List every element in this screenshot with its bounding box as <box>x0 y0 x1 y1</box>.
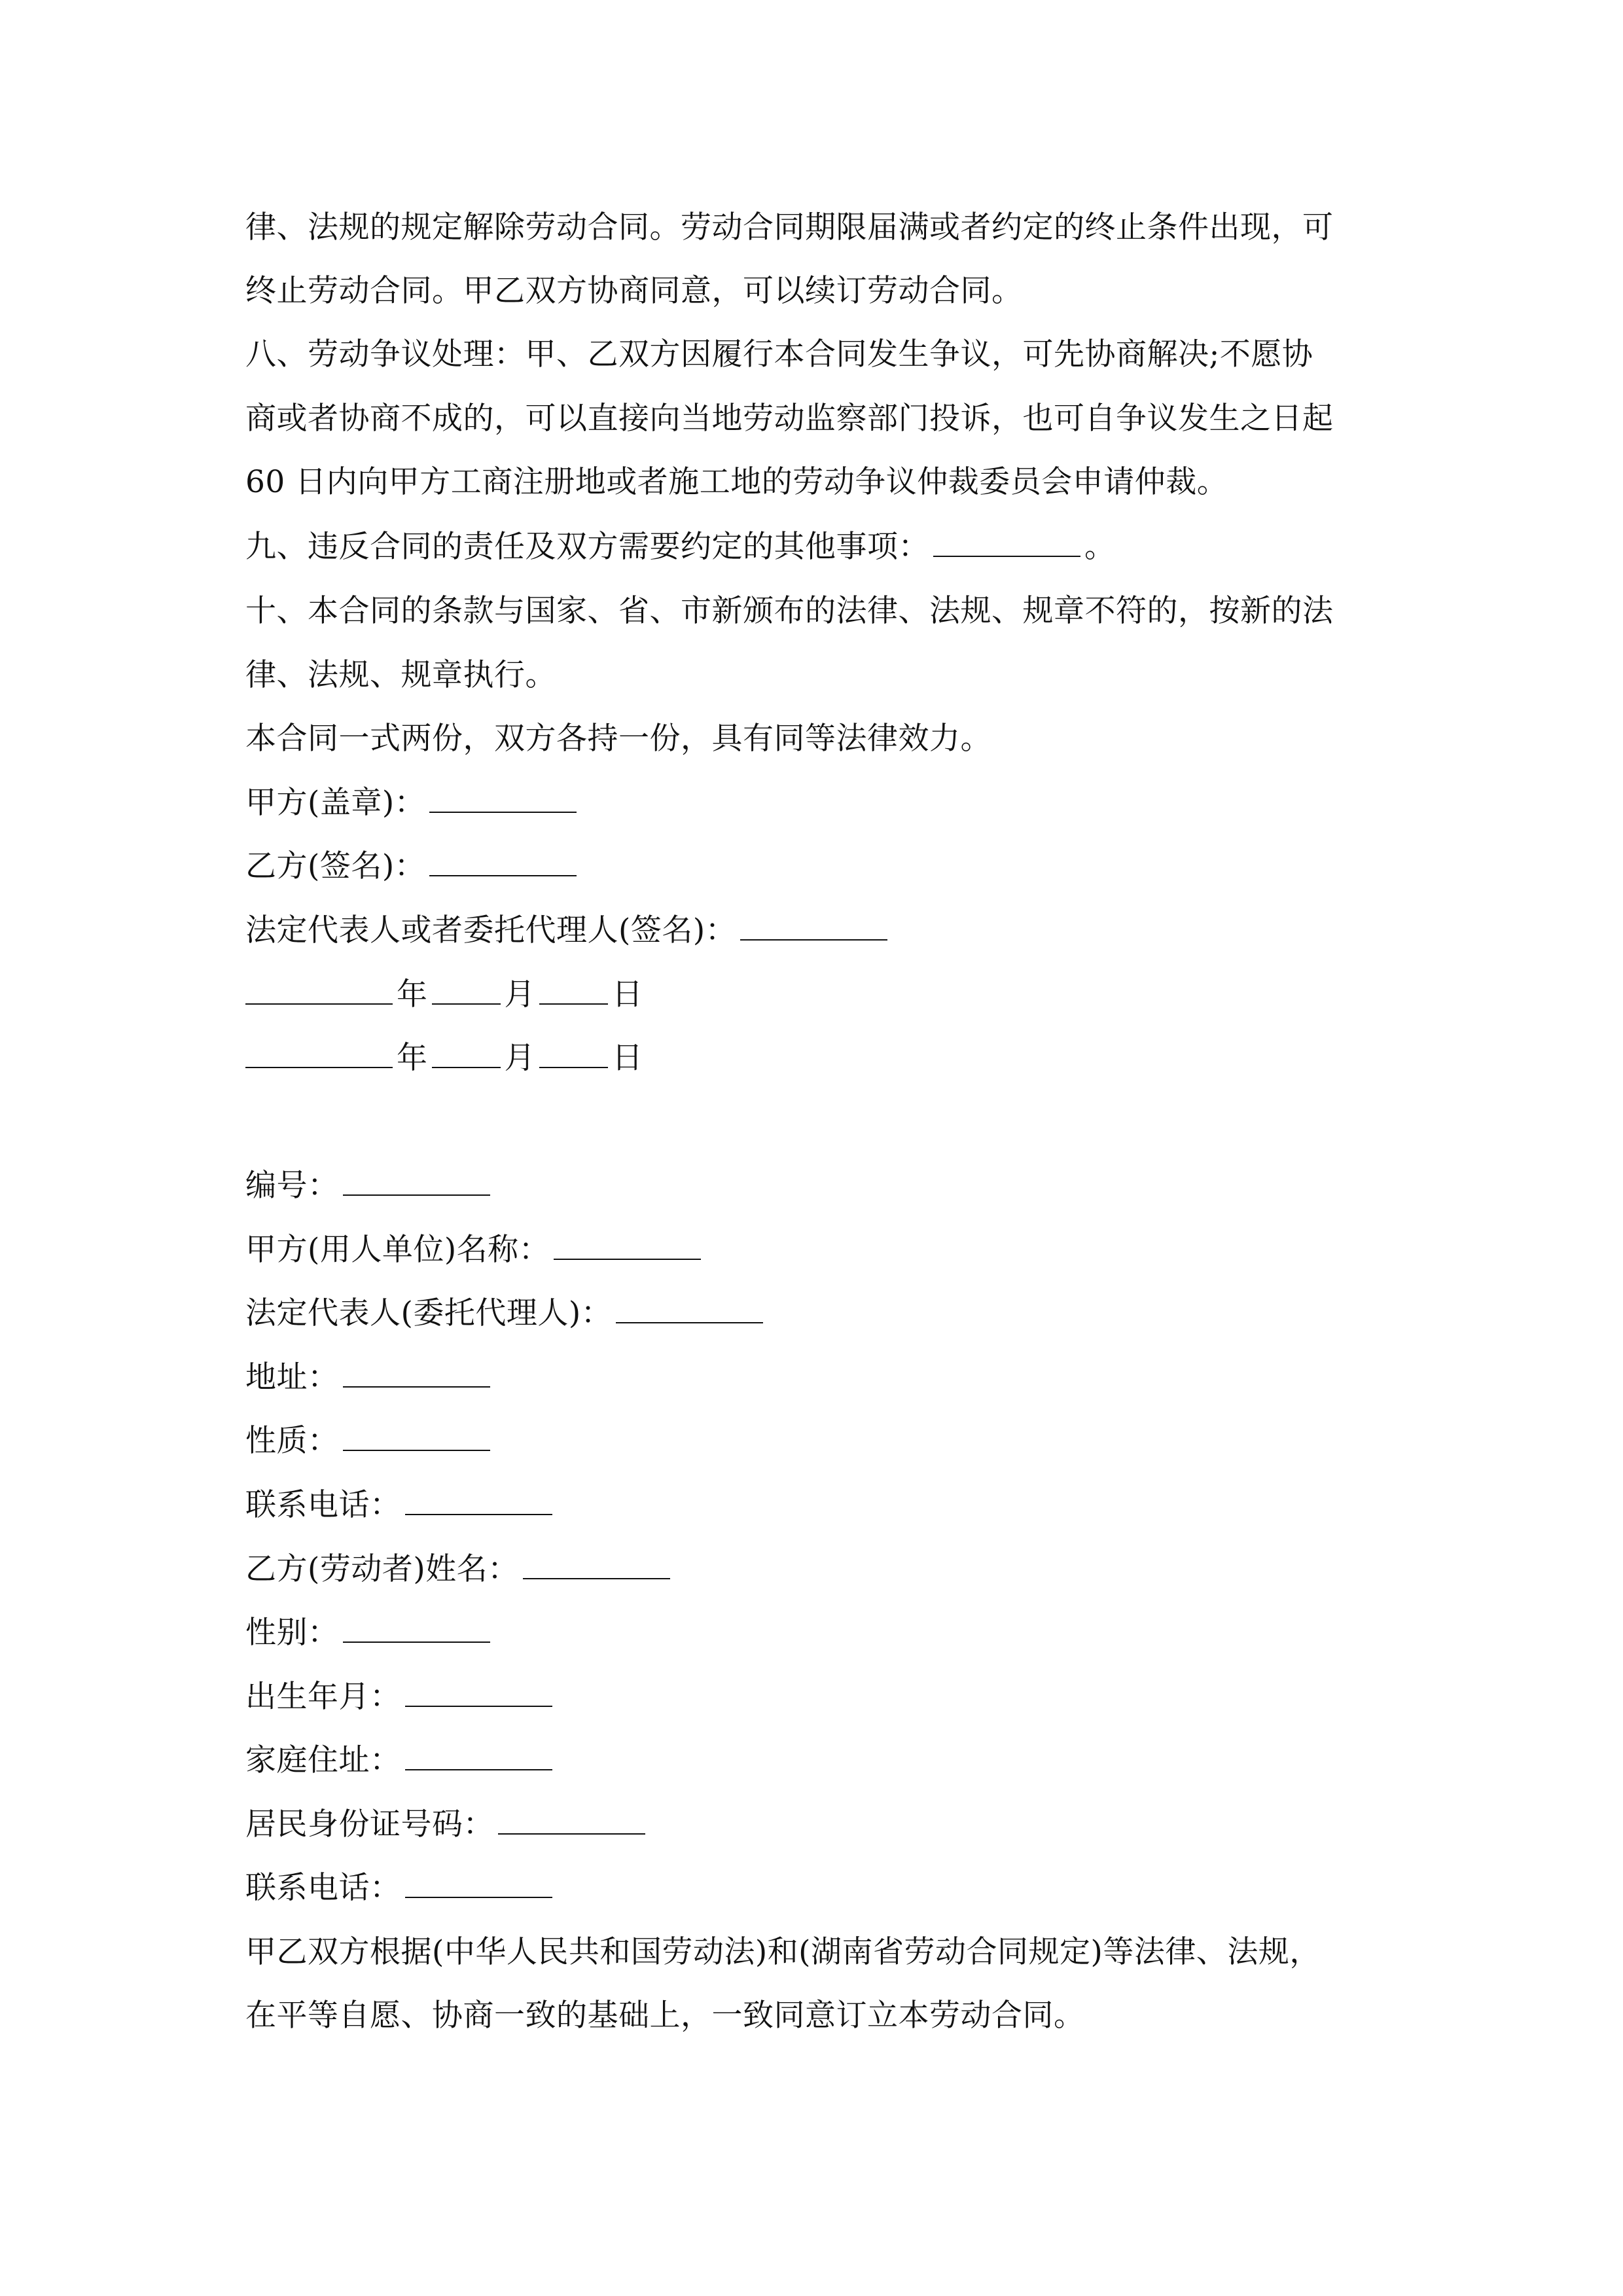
article-9 <box>245 528 1116 567</box>
nature-row <box>245 1422 494 1461</box>
party-a-seal-label: 甲方(盖章)： <box>245 785 426 821</box>
employer-name-label: 甲方(用人单位)名称： <box>245 1232 550 1268</box>
day-blank[interactable] <box>539 976 608 1005</box>
party-b-sign-label: 乙方(签名)： <box>245 848 426 884</box>
id-number-row <box>245 1805 649 1844</box>
phone-b-blank[interactable] <box>405 1869 552 1898</box>
address-blank[interactable] <box>343 1359 490 1388</box>
article-9-label: 九、违反合同的责任及双方需要约定的其他事项： <box>245 529 929 565</box>
home-address-label: 家庭住址： <box>245 1742 401 1778</box>
date-row <box>245 975 643 1014</box>
worker-name-blank[interactable] <box>523 1551 670 1579</box>
article-8-line: 八、劳动争议处理：甲、乙双方因履行本合同发生争议，可先协商解决;不愿协 <box>245 336 1313 372</box>
gender-label: 性别： <box>245 1615 339 1651</box>
year-blank[interactable] <box>245 976 393 1005</box>
article-9-blank[interactable] <box>933 528 1080 557</box>
day-label: 日 <box>612 1040 643 1076</box>
nature-label: 性质： <box>245 1423 339 1459</box>
legal-rep-sign-row <box>245 911 891 950</box>
month-blank[interactable] <box>432 976 501 1005</box>
copies-statement: 本合同一式两份，双方各持一份，具有同等法律效力。 <box>245 721 991 757</box>
home-address-blank[interactable] <box>405 1742 552 1770</box>
birth-date-row <box>245 1677 556 1717</box>
phone-b-label: 联系电话： <box>245 1870 401 1906</box>
year-label: 年 <box>397 977 428 1013</box>
party-a-seal-blank[interactable] <box>429 784 577 813</box>
party-b-sign-blank[interactable] <box>429 848 577 876</box>
article-8-line: 60 日内向甲方工商注册地或者施工地的劳动争议仲裁委员会申请仲裁。 <box>245 464 1228 500</box>
id-number-label: 居民身份证号码： <box>245 1806 494 1842</box>
article-9-end: 。 <box>1084 529 1116 565</box>
worker-name-row <box>245 1550 674 1589</box>
birth-date-label: 出生年月： <box>245 1679 401 1715</box>
paragraph-line: 律、法规的规定解除劳动合同。劳动合同期限届满或者约定的终止条件出现，可 <box>245 209 1334 245</box>
date-row <box>245 1039 643 1078</box>
article-8-line: 商或者协商不成的，可以直接向当地劳动监察部门投诉，也可自争议发生之日起 <box>245 401 1334 437</box>
address-label: 地址： <box>245 1359 339 1395</box>
article-10-line: 律、法规、规章执行。 <box>245 657 556 693</box>
year-blank[interactable] <box>245 1039 393 1068</box>
intro-line: 在平等自愿、协商一致的基础上，一致同意订立本劳动合同。 <box>245 1998 1085 2034</box>
worker-name-label: 乙方(劳动者)姓名： <box>245 1551 519 1587</box>
day-blank[interactable] <box>539 1039 608 1068</box>
employer-name-blank[interactable] <box>554 1231 701 1260</box>
phone-b-row <box>245 1869 556 1908</box>
legal-rep-sign-label: 法定代表人或者委托代理人(签名)： <box>245 912 737 948</box>
gender-blank[interactable] <box>343 1614 490 1643</box>
employer-name-row <box>245 1230 705 1270</box>
gender-row <box>245 1613 494 1653</box>
intro-line: 甲乙双方根据(中华人民共和国劳动法)和(湖南省劳动合同规定)等法律、法规， <box>245 1934 1321 1970</box>
serial-no-row <box>245 1166 494 1206</box>
nature-blank[interactable] <box>343 1422 490 1451</box>
paragraph-line: 终止劳动合同。甲乙双方协商同意，可以续订劳动合同。 <box>245 273 1023 309</box>
legal-rep-row <box>245 1294 767 1333</box>
address-row <box>245 1358 494 1397</box>
id-number-blank[interactable] <box>498 1806 645 1835</box>
phone-a-row <box>245 1486 556 1525</box>
party-b-sign-row <box>245 847 580 886</box>
legal-rep-blank[interactable] <box>616 1295 763 1323</box>
day-label: 日 <box>612 977 643 1013</box>
article-10-line: 十、本合同的条款与国家、省、市新颁布的法律、法规、规章不符的，按新的法 <box>245 593 1334 629</box>
birth-date-blank[interactable] <box>405 1678 552 1707</box>
serial-no-blank[interactable] <box>343 1167 490 1196</box>
month-blank[interactable] <box>432 1039 501 1068</box>
phone-a-label: 联系电话： <box>245 1487 401 1523</box>
month-label: 月 <box>504 977 535 1013</box>
home-address-row <box>245 1741 556 1780</box>
legal-rep-sign-blank[interactable] <box>740 912 887 941</box>
phone-a-blank[interactable] <box>405 1486 552 1515</box>
party-a-seal-row <box>245 783 580 823</box>
year-label: 年 <box>397 1040 428 1076</box>
month-label: 月 <box>504 1040 535 1076</box>
serial-no-label: 编号： <box>245 1168 339 1204</box>
legal-rep-label: 法定代表人(委托代理人)： <box>245 1295 613 1331</box>
